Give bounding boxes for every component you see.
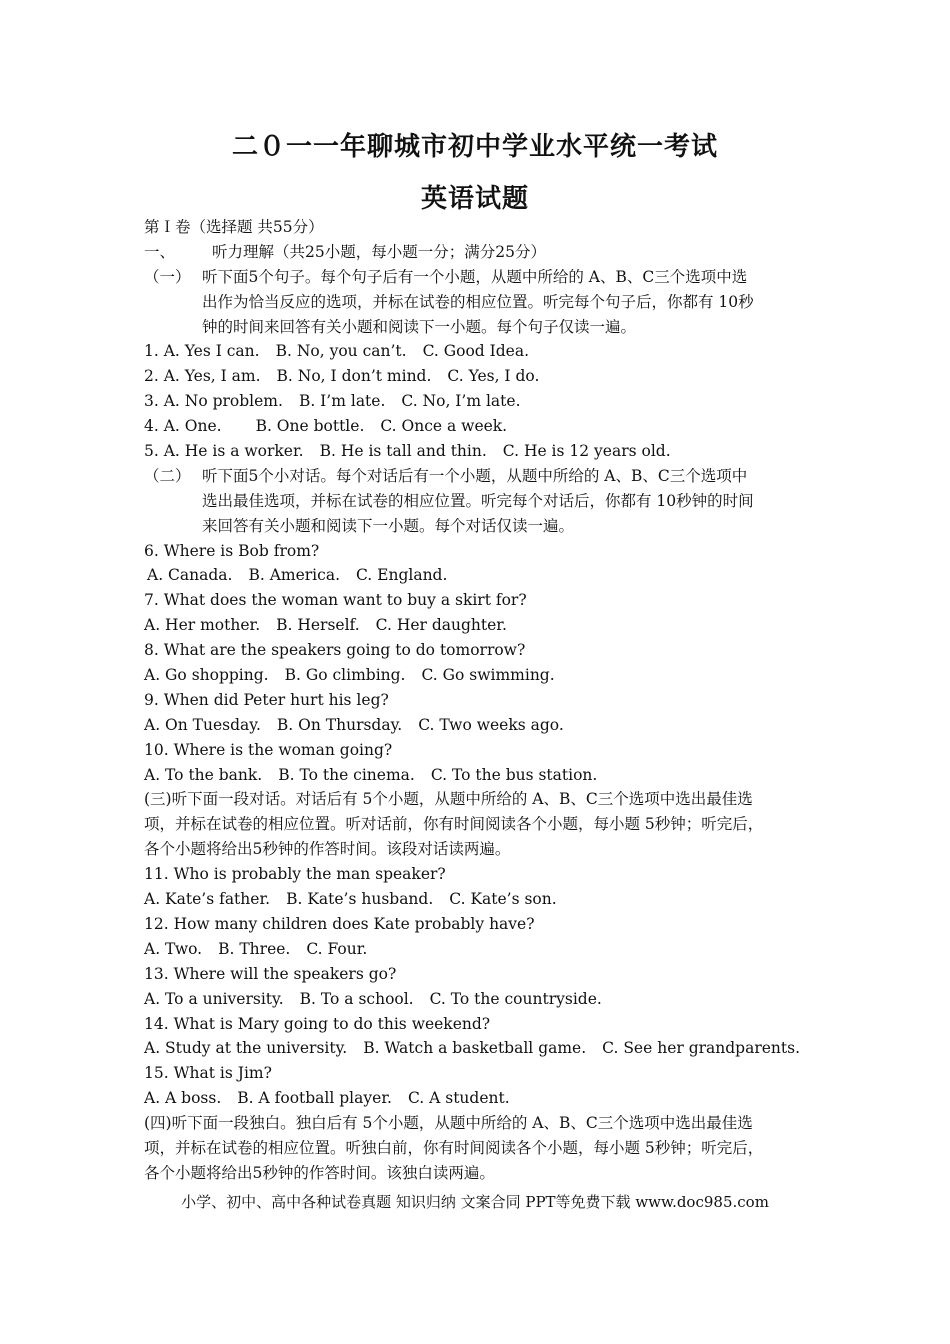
option-c: C. See her grandparents.	[602, 1039, 801, 1058]
option-b: B. He is tall and thin.	[319, 442, 487, 461]
sub-1-label: （一）	[144, 267, 191, 286]
question-9-stem: 9. When did Peter hurt his leg?	[144, 690, 389, 709]
option-a: A. Go shopping.	[144, 666, 269, 685]
option-a: 2. A. Yes, I am.	[144, 367, 261, 386]
question-15-options	[144, 1086, 824, 1111]
question-14-stem: 14. What is Mary going to do this weekend?	[144, 1014, 491, 1033]
sub-2-instruction-line	[144, 464, 824, 489]
sub-3-instruction-line: 项，并标在试卷的相应位置。听对话前，你有时间阅读各个小题，每小题 5秒钟；听完后，	[144, 815, 764, 834]
option-c: C. He is 12 years old.	[502, 442, 671, 461]
option-c: C. A student.	[407, 1089, 510, 1108]
footer-download-note: 小学、初中、高中各种试卷真题 知识归纳 文案合同 PPT等免费下载 www.doc985.com	[181, 1193, 769, 1211]
option-b: B. Go climbing.	[284, 666, 406, 685]
option-a: 5. A. He is a worker.	[144, 442, 304, 461]
part-1-heading	[144, 240, 824, 265]
sub-3-instruction-line: 各个小题将给出5秒钟的作答时间。该段对话读两遍。	[144, 840, 511, 859]
option-a: A. Two.	[144, 939, 203, 958]
sub-2-label: （二）	[144, 466, 191, 485]
option-b: B. Three.	[218, 939, 291, 958]
option-b: B. A football player.	[237, 1089, 392, 1108]
option-b: B. No, I don’t mind.	[276, 367, 432, 386]
option-a: 3. A. No problem.	[144, 392, 283, 411]
question-11-stem: 11. Who is probably the man speaker?	[144, 865, 446, 884]
option-c: C. Her daughter.	[375, 616, 507, 635]
question-15-stem: 15. What is Jim?	[144, 1064, 272, 1083]
option-a: 1. A. Yes I can.	[144, 342, 260, 361]
option-a: A. A boss.	[144, 1089, 222, 1108]
option-b: B. Watch a basketball game.	[363, 1039, 587, 1058]
question-7-options	[144, 613, 824, 638]
sub-1-text: 听下面5个句子。每个句子后有一个小题，从题中所给的 A、B、C三个选项中选	[202, 267, 748, 286]
option-a: A. Study at the university.	[144, 1039, 348, 1058]
option-b: B. No, you can’t.	[275, 342, 407, 361]
option-b: B. To a school.	[299, 989, 414, 1008]
question-6-options	[144, 563, 824, 588]
option-a: A. To a university.	[144, 989, 284, 1008]
question-10-options	[144, 763, 824, 788]
sub-4-instruction-line: 项，并标在试卷的相应位置。听独白前，你有时间阅读各个小题，每小题 5秒钟；听完后，	[144, 1138, 764, 1157]
question-7-stem: 7. What does the woman want to buy a skirt for?	[144, 591, 527, 610]
question-12-options	[144, 937, 824, 962]
sub-2-instruction-line: 选出最佳选项，并标在试卷的相应位置。听完每个对话后，你都有 10秒钟的时间	[202, 491, 754, 510]
option-b: B. On Thursday.	[276, 715, 403, 734]
sub-1-instruction-line	[144, 265, 824, 290]
option-b: B. I’m late.	[298, 392, 386, 411]
sub-1-instruction-line: 钟的时间来回答有关小题和阅读下一小题。每个句子仅读一遍。	[202, 317, 637, 336]
question-8-stem: 8. What are the speakers going to do tomorrow?	[144, 641, 526, 660]
question-1	[144, 339, 824, 364]
section-header: 第Ｉ卷（选择题 共55分）	[144, 218, 324, 236]
exam-subtitle: 英语试题	[420, 184, 529, 214]
question-13-stem: 13. Where will the speakers go?	[144, 964, 397, 983]
exam-content	[144, 215, 824, 1186]
option-c: C. Four.	[306, 939, 368, 958]
question-9-options	[144, 713, 824, 738]
question-3	[144, 389, 824, 414]
question-14-options	[144, 1036, 824, 1061]
option-a: 4. A. One.	[144, 417, 222, 436]
option-a: A. Canada.	[147, 566, 233, 585]
sub-4-instruction-line: 各个小题将给出5秒钟的作答时间。该独白读两遍。	[144, 1163, 495, 1182]
option-b: B. One bottle.	[255, 417, 365, 436]
option-b: B. To the cinema.	[278, 765, 415, 784]
question-12-stem: 12. How many children does Kate probably have?	[144, 914, 535, 933]
sub-2-text: 听下面5个小对话。每个对话后有一个小题，从题中所给的 A、B、C三个选项中	[202, 466, 748, 485]
sub-3-instruction-line: (三)听下面一段对话。对话后有 5个小题，从题中所给的 A、B、C三个选项中选出最佳选	[144, 790, 753, 809]
option-b: B. Herself.	[276, 616, 360, 635]
exam-title: 二０一一年聊城市初中学业水平统一考试	[231, 132, 718, 162]
part-1-label: 一、	[144, 242, 176, 261]
question-11-options	[144, 887, 824, 912]
question-10-stem: 10. Where is the woman going?	[144, 740, 393, 759]
option-c: C. To the countryside.	[429, 989, 602, 1008]
option-b: B. America.	[248, 566, 340, 585]
question-13-options	[144, 987, 824, 1012]
question-2	[144, 364, 824, 389]
part-1-text: 听力理解（共25小题，每小题一分；满分25分）	[212, 242, 546, 261]
option-b: B. Kate’s husband.	[286, 890, 434, 909]
option-c: C. Two weeks ago.	[418, 715, 564, 734]
question-5	[144, 439, 824, 464]
sub-1-instruction-line: 出作为恰当反应的选项，并标在试卷的相应位置。听完每个句子后，你都有 10秒	[202, 292, 754, 311]
option-c: C. England.	[356, 566, 448, 585]
question-4	[144, 414, 824, 439]
question-8-options	[144, 663, 824, 688]
sub-4-instruction-line: (四)听下面一段独白。独白后有 5个小题，从题中所给的 A、B、C三个选项中选出最佳选	[144, 1114, 753, 1133]
option-c: C. Good Idea.	[422, 342, 530, 361]
option-c: C. Yes, I do.	[447, 367, 540, 386]
option-c: C. No, I’m late.	[401, 392, 521, 411]
option-a: A. Her mother.	[144, 616, 261, 635]
option-c: C. Once a week.	[380, 417, 508, 436]
option-c: C. Kate’s son.	[449, 890, 557, 909]
option-c: C. To the bus station.	[430, 765, 598, 784]
option-a: A. Kate’s father.	[144, 890, 271, 909]
option-c: C. Go swimming.	[421, 666, 555, 685]
sub-2-instruction-line: 来回答有关小题和阅读下一小题。每个对话仅读一遍。	[202, 516, 575, 535]
option-a: A. To the bank.	[144, 765, 263, 784]
question-6-stem: 6. Where is Bob from?	[144, 541, 320, 560]
option-a: A. On Tuesday.	[144, 715, 261, 734]
